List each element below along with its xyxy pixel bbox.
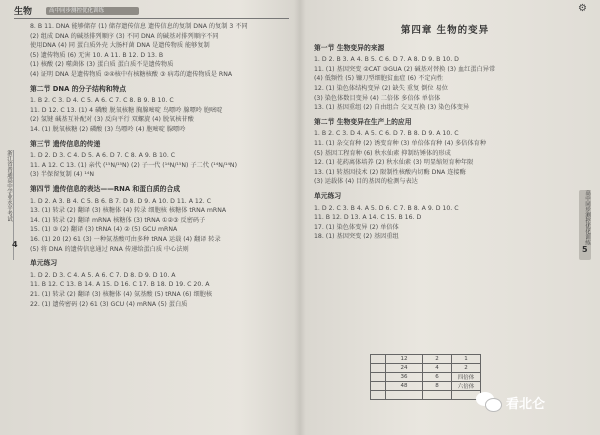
table-cell: 8 <box>423 382 452 391</box>
answer-line: (2) 组成 DNA 的碱基排列顺序 (3) 不同 DNA 的碱基对排列顺序不同 <box>30 32 219 40</box>
table-cell <box>371 355 386 364</box>
table-cell <box>371 391 386 400</box>
table-row <box>371 382 481 391</box>
answer-line: 13. (1) 基因重组 (2) 自由组合 交叉互换 (3) 染色体变异 <box>314 104 470 112</box>
answer-line: 11. B 12. D 13. A 14. C 15. B 16. D <box>314 214 422 222</box>
section-title: 第二节 DNA 的分子结构和特点 <box>30 84 127 93</box>
chapter-title: 第四章 生物的变异 <box>400 25 490 36</box>
answer-line: 12. (1) 染色体结构变异 (2) 缺失 重复 倒位 易位 <box>314 85 448 93</box>
left-page <box>8 0 293 435</box>
answer-line: 14. (1) 转录 (2) 翻译 mRNA 核糖体 (3) tRNA ①②③ 反密码子 <box>30 216 206 224</box>
table-cell: 四倍体 <box>452 373 481 382</box>
answer-line: (4) 证明 DNA 是遗传物质 ②④核中有核糖核酸 ③ 病毒的遗传物质是 RNA <box>30 71 233 79</box>
section-title: 第一节 生物变异的来源 <box>314 43 385 52</box>
section-title: 单元练习 <box>314 192 342 201</box>
table-cell: 1 <box>452 355 481 364</box>
table-cell <box>386 391 423 400</box>
header-divider <box>14 18 289 19</box>
table-cell: 4 <box>423 364 452 373</box>
answer-line: (3) 染色体数目变异 (4) 二倍体 多倍体 单倍体 <box>314 94 441 102</box>
table-row <box>371 364 481 373</box>
answer-line: 11. A 12. C 13. (1) 亲代 (¹⁵N/¹⁵N) (2) 子一代 (¹⁴N/¹⁵N) 子二代 (¹⁴N/¹⁴N) <box>30 161 237 169</box>
answer-line: 1. D 2. C 3. B 4. A 5. D 6. C 7. B 8. A 9. D 10. C <box>314 204 459 212</box>
answer-line: (5) 遗传物质 (6) 无害 10. A 11. B 12. D 13. B <box>30 51 164 59</box>
table-cell <box>423 391 452 400</box>
table-cell <box>371 364 386 373</box>
side-tab-right: 高中同步测控优化训练 <box>579 190 591 260</box>
section-title: 单元练习 <box>30 259 58 268</box>
wechat-icon <box>476 392 502 412</box>
right-content <box>314 22 576 242</box>
section-title: 第二节 生物变异在生产上的应用 <box>314 117 412 126</box>
answer-line: 18. (1) 基因突变 (2) 基因重组 <box>314 233 399 241</box>
table-cell: 48 <box>386 382 423 391</box>
table-cell: 36 <box>386 373 423 382</box>
answer-line: 1. D 2. B 3. A 4. B 5. C 6. D 7. A 8. D 9. B 10. D <box>314 56 459 64</box>
answer-line: 11. (1) 基因突变 ②CAT ③GUA (2) 碱基对替换 (3) 血红蛋白异常 <box>314 65 496 73</box>
table-cell: 2 <box>423 355 452 364</box>
left-content <box>30 22 288 309</box>
table-row <box>371 391 481 400</box>
watermark <box>476 392 545 412</box>
page-number-right: 5 <box>582 245 588 254</box>
answer-line: (4) 低频性 (5) 镰刀型细胞贫血症 (6) 不定向性 <box>314 75 443 83</box>
table-row <box>371 373 481 382</box>
answer-line: 13. (1) 转录 (2) 翻译 (3) 核糖体 (4) 转录 细胞核 核糖体 tRNA mRNA <box>30 207 227 215</box>
table-cell: 2 <box>452 364 481 373</box>
watermark-text: 看北仑 <box>506 396 546 412</box>
table-cell: 六倍体 <box>452 382 481 391</box>
gear-icon: ⚙ <box>578 3 587 14</box>
answer-table <box>370 354 481 400</box>
answer-line: 8. B 11. DNA 能够储存 (1) 储存遗传信息 遗传信息的复制 DNA 的复制 3 不同 <box>30 23 248 30</box>
answer-line: 1. D 2. D 3. C 4. D 5. A 6. D 7. C 8. A 9. B 10. C <box>30 152 176 160</box>
answer-line: (5) 将 DNA 的遗传信息通过 RNA 传递给蛋白质 中心法则 <box>30 245 189 253</box>
answer-line: (5) 基因工程育种 (6) 秋水仙素 抑制纺锤体的形成 <box>314 149 451 157</box>
header-series: 高中同步测控优化训练 <box>46 7 139 15</box>
answer-line: 11. (1) 杂交育种 (2) 诱变育种 (3) 单倍体育种 (4) 多倍体育种 <box>314 140 487 148</box>
page-number-left: 4 <box>12 240 18 249</box>
table-cell <box>371 373 386 382</box>
answer-line: 1. D 2. D 3. C 4. A 5. A 6. C 7. D 8. D 9. D 10. A <box>30 271 176 279</box>
answer-line: (3) 半保留复制 (4) ¹⁴N <box>30 171 94 179</box>
table-cell: 6 <box>423 373 452 382</box>
answer-line: (3) 运载体 (4) 目的基因的检测与表达 <box>314 178 418 186</box>
answer-line: 15. (1) ③ (2) 翻译 (3) tRNA (4) ② (5) GCU mRNA <box>30 226 178 234</box>
answer-line: 1. B 2. C 3. D 4. C 5. A 6. C 7. C 8. B 9. B 10. C <box>30 97 174 105</box>
header-subject: 生物 <box>14 7 33 17</box>
answer-line: 22. (1) 遗传密码 (2) 61 (3) GCU (4) mRNA (5) 蛋白质 <box>30 300 188 308</box>
table-row <box>371 355 481 364</box>
section-title: 第四节 遗传信息的表达——RNA 和蛋白质的合成 <box>30 184 181 193</box>
answer-line: (2) 氢键 碱基互补配对 (3) 反向平行 双螺旋 (4) 脱氧核苷酸 <box>30 116 194 124</box>
answer-line: 13. (1) 转基因技术 (2) 限制性核酸内切酶 DNA 连接酶 <box>314 168 466 176</box>
answer-line: 14. (1) 脱氧核糖 (2) 磷酸 (3) 鸟嘌呤 (4) 胞嘧啶 腺嘌呤 <box>30 126 186 134</box>
answer-line: 使用DNA (4) 同 蛋白质外壳 大肠杆菌 DNA 是遗传物质 能够复制 <box>30 42 210 50</box>
table-cell: 12 <box>386 355 423 364</box>
answer-line: 1. D 2. A 3. B 4. C 5. B 6. B 7. D 8. D 9. A 10. D 11. A 12. C <box>30 197 212 205</box>
table-cell: 24 <box>386 364 423 373</box>
answer-line: 11. D 12. C 13. (1) 4 磷酸 脱氧核糖 胸腺嘧啶 鸟嘌呤 腺嘌呤 胞嘧啶 <box>30 106 223 114</box>
answer-line: 11. B 12. C 13. B 14. A 15. D 16. C 17. B 18. D 19. C 20. A <box>30 281 210 289</box>
answer-line: 17. (1) 染色体变异 (2) 单倍体 <box>314 223 399 231</box>
answer-line: 1. B 2. C 3. D 4. A 5. C 6. D 7. B 8. D 9. A 10. C <box>314 130 459 138</box>
answer-line: 16. (1) 20 (2) 61 (3) 一种氨基酸可由多种 tRNA 运载 (4) 翻译 转录 <box>30 235 221 243</box>
answer-line: (1) 核酸 (2) 噬菌体 (3) 蛋白质 蛋白质不是遗传物质 <box>30 61 174 69</box>
answer-line: 21. (1) 转录 (2) 翻译 (3) 核糖体 (4) 氨基酸 (5) tRNA (6) 细胞核 <box>30 290 213 298</box>
side-tab-left: 浙江省普通高中学业水平考试 <box>2 150 14 260</box>
table-cell <box>371 382 386 391</box>
answer-line: 12. (1) 花药离体培养 (2) 秋水仙素 (3) 明显缩短育种年限 <box>314 159 474 167</box>
section-title: 第三节 遗传信息的传递 <box>30 139 101 148</box>
